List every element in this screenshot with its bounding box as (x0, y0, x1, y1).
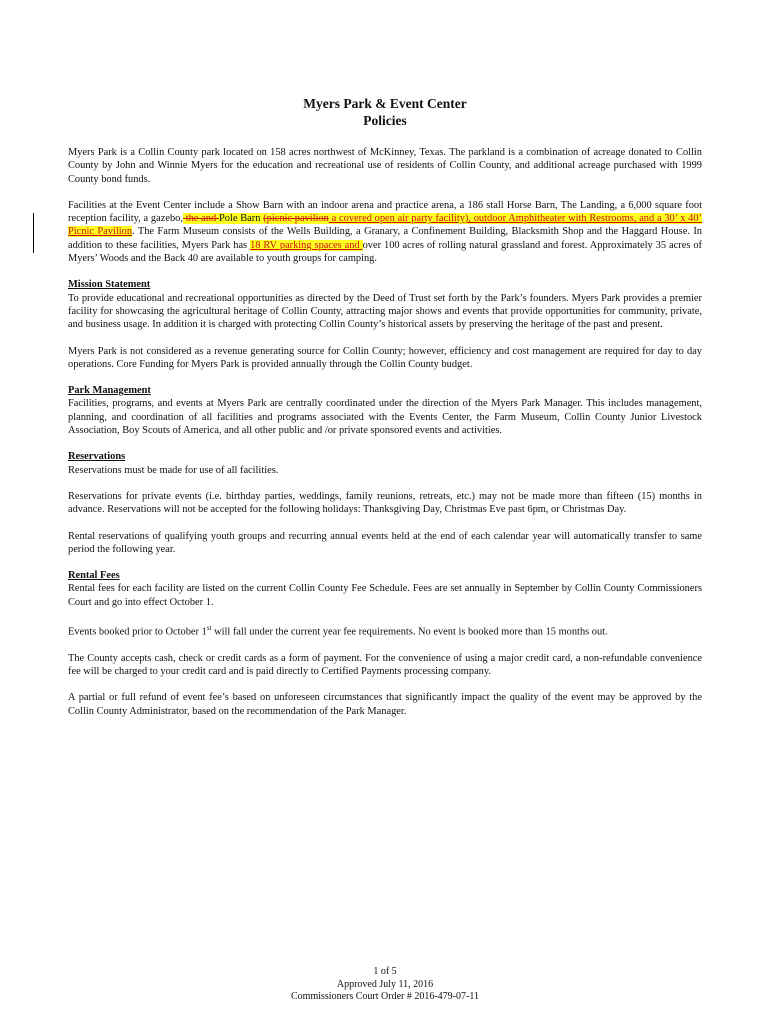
inserted-text-2: 18 RV parking spaces and (250, 239, 363, 251)
reservations-paragraph-2: Reservations for private events (i.e. birthday parties, weddings, family reunions, retreats, etc.) may not be made more than fifteen (15) months in advance. Reservations will not be accepted for the following holidays: Thanksgiving Day, Christmas Eve past 6pm, or Christmas Day. (68, 490, 702, 516)
rental-paragraph-2 (68, 622, 702, 639)
facilities-text-2: Pole Barn (218, 213, 264, 225)
facilities-paragraph (68, 199, 702, 265)
mission-heading: Mission Statement (68, 279, 151, 291)
reservations-paragraph-3: Rental reservations of qualifying youth groups and recurring annual events held at the end of each calendar year will automatically transfer to same period the following year. (68, 530, 702, 555)
court-order-number: Commissioners Court Order # 2016-479-07-11 (291, 991, 479, 1002)
rental-paragraph-2-a: Events booked prior to October 1 (68, 626, 207, 638)
deleted-text-2: (picnic pavilion (263, 213, 329, 225)
document-subtitle: Policies (363, 113, 407, 128)
rental-paragraph-3: The County accepts cash, check or credit cards as a form of payment. For the convenience of using a major credit card, a non-refundable convenience fee will be charged to your credit card and is paid directly to Certified Payments processing company. (68, 652, 702, 678)
reservations-heading: Reservations (68, 451, 126, 463)
deleted-text-1: the and (182, 213, 219, 225)
facilities-text-1: Facilities at the Event Center include a Show Barn with an indoor arena and practice arena, a 186 stall Horse Barn, The Landing, a 6,000 square foot reception facility, a gazebo, (68, 199, 702, 225)
rental-paragraph-1: Rental fees for each facility are listed on the current Collin County Fee Schedule. Fees are set annually in September by Collin County Commissioners Court and go into effect October 1. (68, 583, 702, 608)
rental-section (68, 569, 702, 609)
document-body (68, 146, 702, 731)
rental-paragraph-4: A partial or full refund of event fee’s based on unforeseen circumstances that significantly impact the quality of the event may be approved by the Collin County Administrator, based on the recommendation of the Park Manager. (68, 692, 702, 717)
reservations-paragraph-1: Reservations must be made for use of all facilities. (68, 464, 279, 476)
management-section (68, 384, 702, 437)
facilities-text-3: . The Farm Museum consists of the Wells Building, a Granary, a Confinement Building, Blacksmith Shop and the Haggard House. In addition to these facilities, Myers Park has (68, 226, 702, 251)
page-number: 1 of 5 (373, 966, 397, 977)
ordinal-suffix: st (206, 624, 212, 633)
mission-section (68, 278, 702, 331)
inserted-text-1: a covered open air party facility), outdoor Amphitheater with Restrooms, and a 30’ x 40’ Picnic Pavilion (68, 213, 703, 238)
management-paragraph: Facilities, programs, and events at Myers Park are centrally coordinated under the direction of the Myers Park Manager. This includes management, planning, and coordination of all facilities and programs associated with the Events Center, the Farm Museum, Collin County Junior Livestock Association, Boy Scouts of America, and all other public and /or private sponsored events and activities. (68, 398, 702, 437)
revision-change-bar (33, 213, 34, 253)
rental-heading: Rental Fees (68, 570, 120, 582)
intro-paragraph: Myers Park is a Collin County park located on 158 acres northwest of McKinney, Texas. The parkland is a combination of acreage donated to Collin County by John and Winnie Myers for the education and recreational use of residents of Collin County, and additional acreage purchased with 1999 County bond funds. (68, 147, 702, 185)
management-heading: Park Management (68, 385, 151, 397)
facilities-text-4: over 100 acres of rolling natural grassland and forest. Approximately 35 acres of Myers’ Woods and the Back 40 are available to youth groups for camping. (68, 239, 702, 265)
approval-date: Approved July 11, 2016 (336, 978, 434, 990)
document-title: Myers Park & Event Center (303, 96, 467, 111)
mission-paragraph-2: Myers Park is not considered as a revenue generating source for Collin County; however, efficiency and cost management are required for day to day operations. Core Funding for Myers Park is provided annually through the Collin County budget. (68, 345, 702, 370)
reservations-section (68, 450, 702, 477)
rental-paragraph-2-b: will fall under the current year fee requirements. No event is booked more than 15 months out. (211, 626, 608, 638)
page-footer (0, 966, 770, 1004)
mission-paragraph-1: To provide educational and recreational opportunities as directed by the Deed of Trust set forth by the Park’s founders. Myers Park provides a premier facility for showcasing the agricultural heritage of Collin County, attracting major shows and events that provide opportunities for community, private, and business usage. In addition it is charged with protecting Collin County’s historical assets by preserving the heritage of the past and present. (68, 292, 702, 331)
